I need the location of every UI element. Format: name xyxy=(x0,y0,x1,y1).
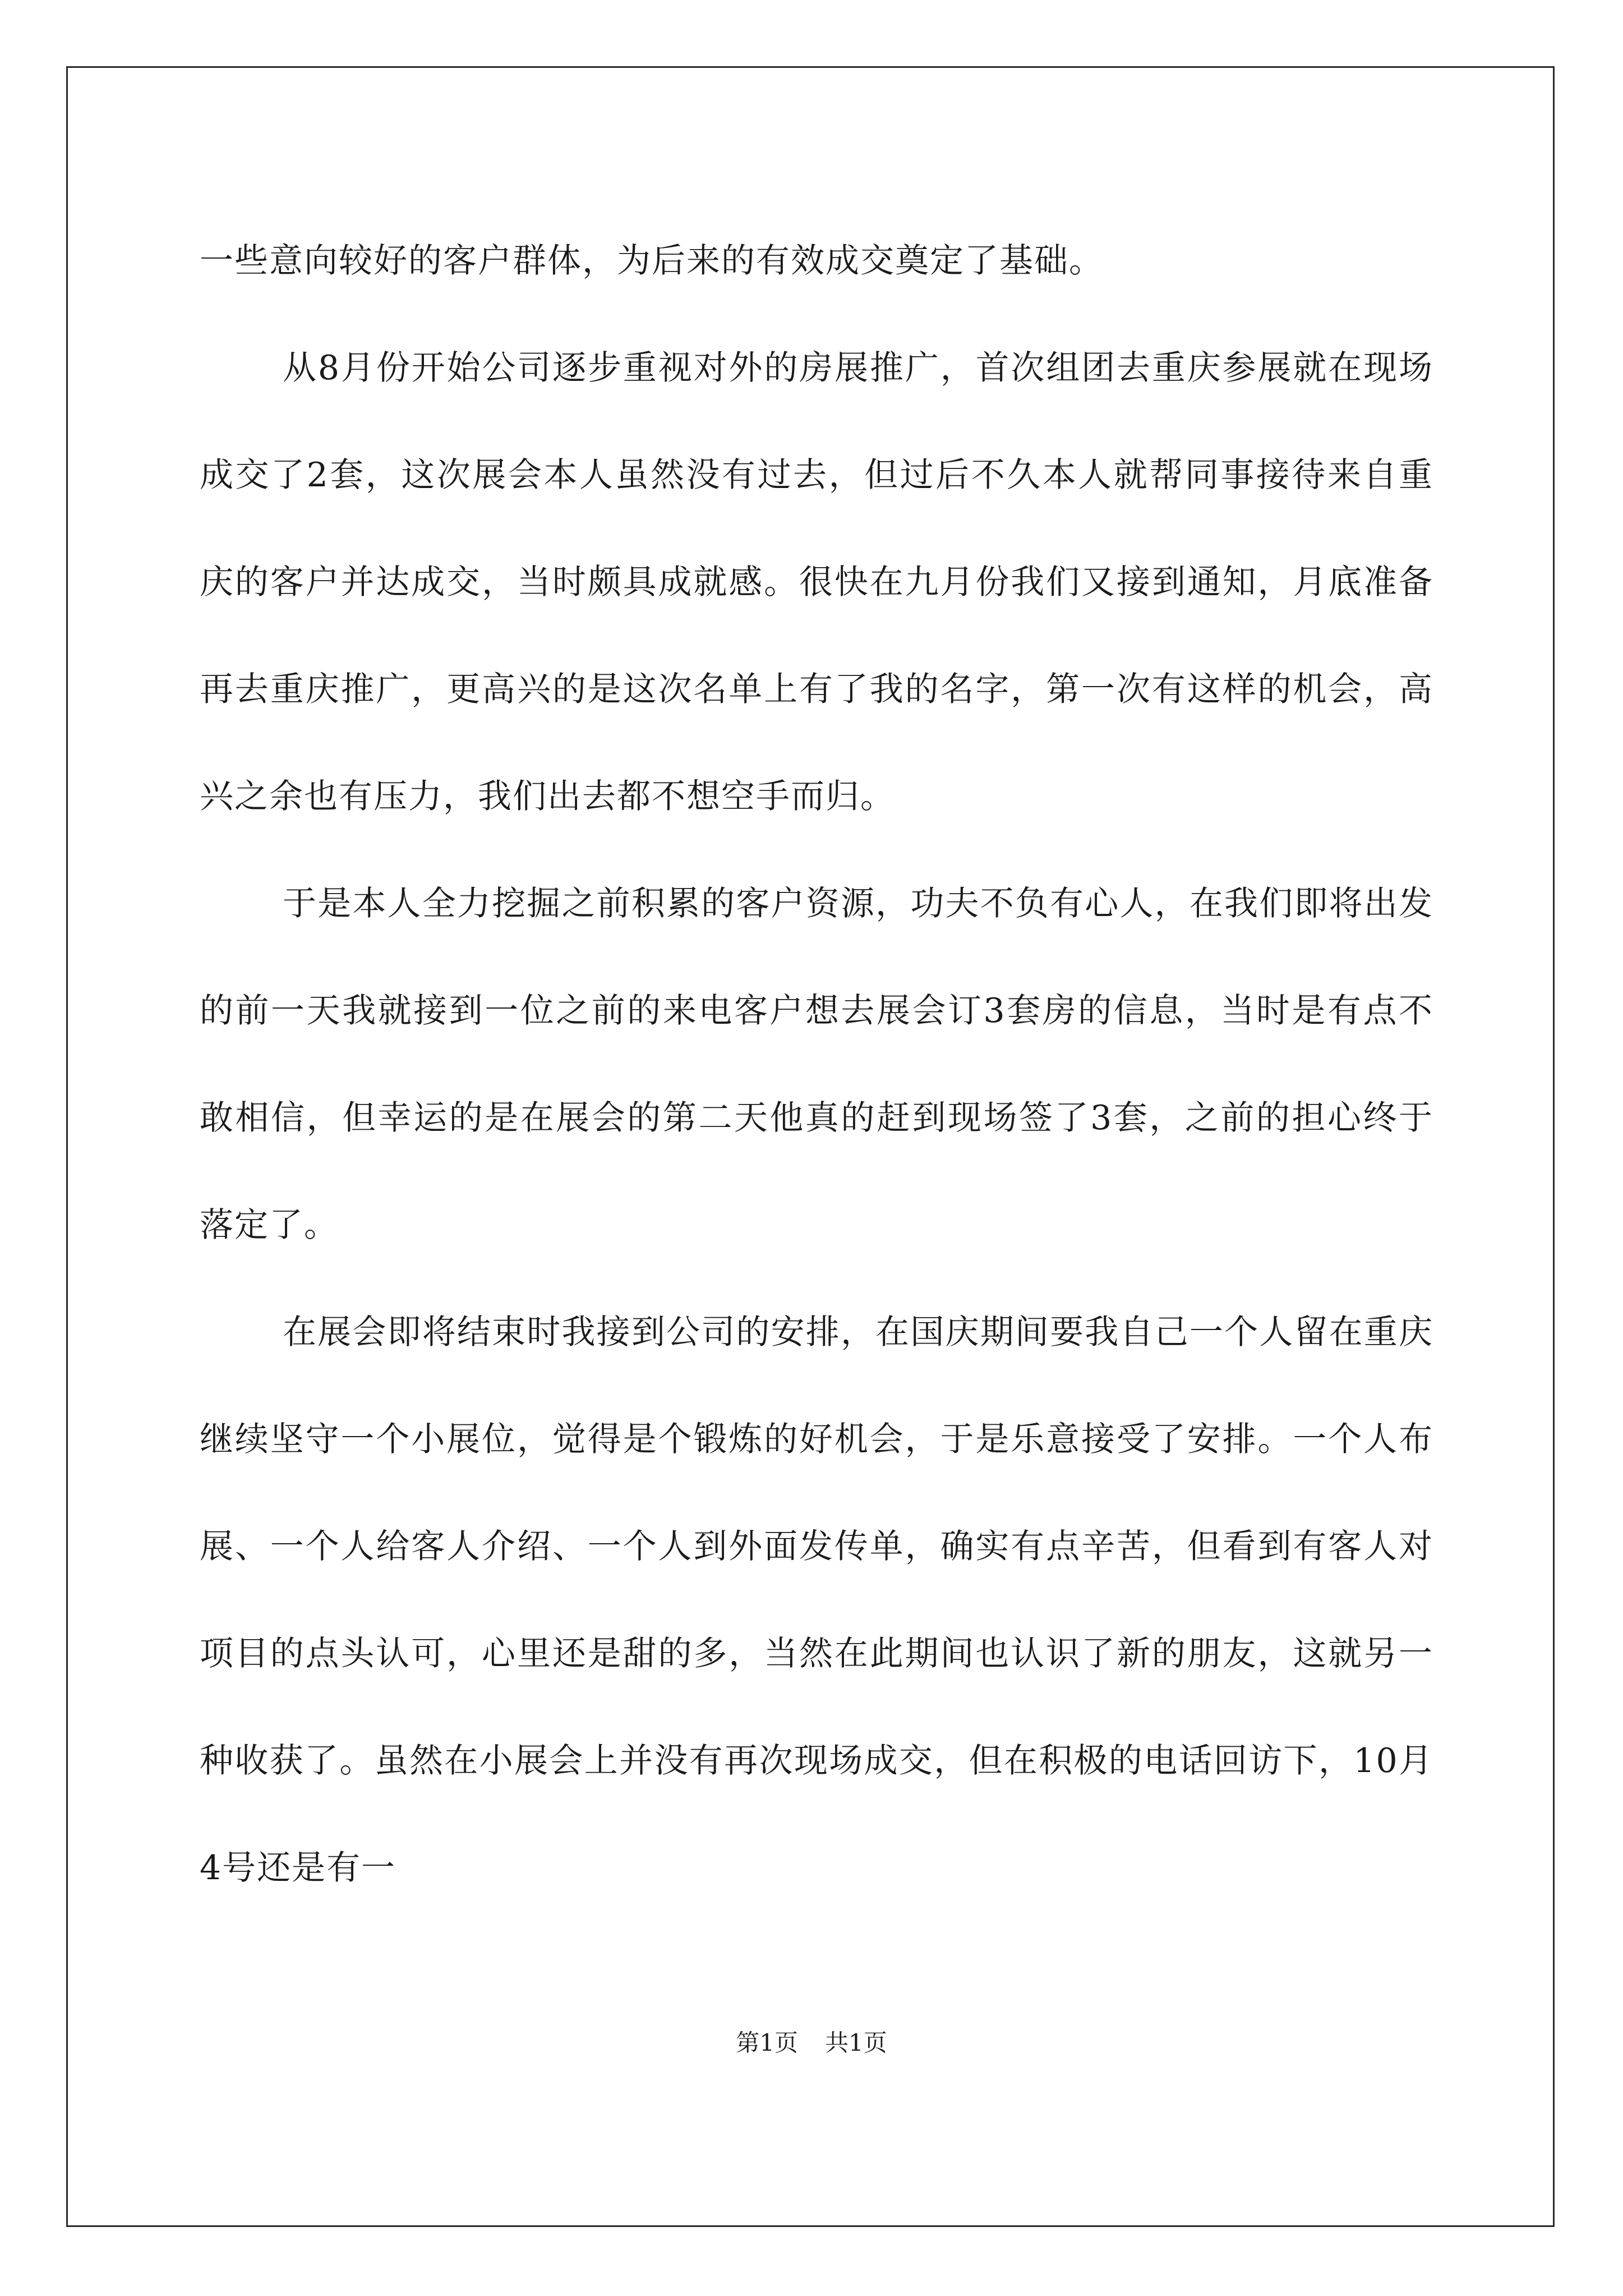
page-number: 第1页 xyxy=(736,2029,798,2056)
page-total: 共1页 xyxy=(825,2029,887,2056)
paragraph-3: 于是本人全力挖掘之前积累的客户资源，功夫不负有心人，在我们即将出发的前一天我就接到一位之前的来电客户想去展会订3套房的信息，当时是有点不敢相信，但幸运的是在展会的第二天他真的赶到现场签了3套，之前的担心终于落定了。 xyxy=(200,884,1433,1245)
paragraph-2: 从8月份开始公司逐步重视对外的房展推广，首次组团去重庆参展就在现场成交了2套，这次展会本人虽然没有过去，但过后不久本人就帮同事接待来自重庆的客户并达成交，当时颇具成就感。很快在九月份我们又接到通知，月底准备再去重庆推广，更高兴的是这次名单上有了我的名字，第一次有这样的机会，高兴之余也有压力，我们出去都不想空手而归。 xyxy=(200,348,1433,816)
document-body xyxy=(200,208,1433,1922)
paragraph-4: 在展会即将结束时我接到公司的安排，在国庆期间要我自己一个人留在重庆继续坚守一个小展位，觉得是个锻炼的好机会，于是乐意接受了安排。一个人布展、一个人给客人介绍、一个人到外面发传单，确实有点辛苦，但看到有客人对项目的点头认可，心里还是甜的多，当然在此期间也认识了新的朋友，这就另一种收获了。虽然在小展会上并没有再次现场成交，但在积极的电话回访下，10月4号还是有一 xyxy=(200,1313,1433,1888)
page-footer xyxy=(0,2026,1623,2060)
paragraph-1: 一些意向较好的客户群体，为后来的有效成交奠定了基础。 xyxy=(200,241,1104,280)
